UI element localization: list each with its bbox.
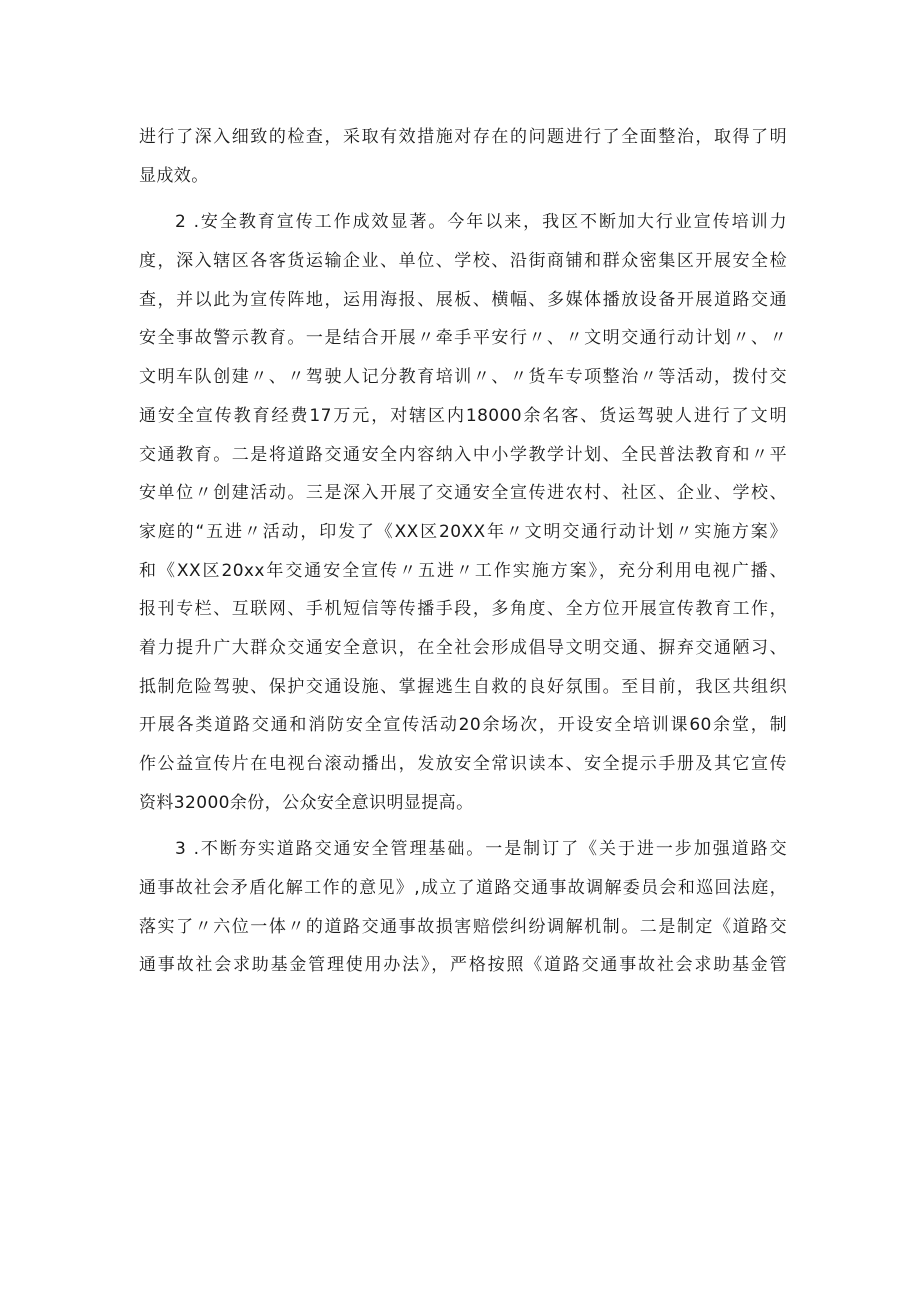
text-line: 交通教育。二是将道路交通安全内容纳入中小学教学计划、全民普法教育和〃平 bbox=[139, 444, 787, 465]
text-line: 着力提升广大群众交通安全意识，在全社会形成倡导文明交通、摒弃交通陋习、 bbox=[139, 637, 787, 658]
paragraph-heading-line: 2 .安全教育宣传工作成效显著。今年以来，我区不断加大行业宣传培训力 bbox=[175, 212, 787, 233]
body-text bbox=[139, 118, 787, 985]
text-line: 资料32000余份，公众安全意识明显提高。 bbox=[139, 792, 474, 813]
text-line: 查，并以此为宣传阵地，运用海报、展板、横幅、多媒体播放设备开展道路交通 bbox=[139, 289, 787, 310]
text-line: 显成效。 bbox=[139, 165, 209, 186]
text-line: 作公益宣传片在电视台滚动播出，发放安全常识读本、安全提示手册及其它宣传 bbox=[139, 754, 787, 774]
text-line: 安全事故警示教育。一是结合开展〃牵手平安行〃、〃文明交通行动计划〃、〃 bbox=[139, 328, 787, 349]
text-line: 文明车队创建〃、〃驾驶人记分教育培训〃、〃货车专项整治〃等活动，拨付交 bbox=[139, 367, 787, 388]
text-line: 通事故社会矛盾化解工作的意见》,成立了道路交通事故调解委员会和巡回法庭， bbox=[139, 878, 787, 899]
text-line: 和《XX区20xx年交通安全宣传〃五进〃工作实施方案》，充分利用电视广播、 bbox=[139, 560, 787, 581]
text-line: 家庭的“五进〃活动，印发了《XX区20XX年〃文明交通行动计划〃实施方案》 bbox=[139, 521, 787, 542]
text-line: 抵制危险驾驶、保护交通设施、掌握逃生自救的良好氛围。至目前，我区共组织 bbox=[139, 676, 787, 697]
text-line: 进行了深入细致的检查，采取有效措施对存在的问题进行了全面整治，取得了明 bbox=[139, 127, 787, 147]
text-line: 落实了〃六位一体〃的道路交通事故损害赔偿纠纷调解机制。二是制定《道路交 bbox=[139, 916, 787, 937]
paragraph-heading-line: 3 .不断夯实道路交通安全管理基础。一是制订了《关于进一步加强道路交 bbox=[175, 839, 787, 860]
text-line: 开展各类道路交通和消防安全宣传活动20余场次，开设安全培训课60余堂，制 bbox=[139, 715, 787, 736]
text-line: 度，深入辖区各客货运输企业、单位、学校、沿街商铺和群众密集区开展安全检 bbox=[139, 251, 787, 272]
text-line: 报刊专栏、互联网、手机短信等传播手段，多角度、全方位开展宣传教育工作， bbox=[139, 599, 787, 620]
text-line: 通事故社会求助基金管理使用办法》，严格按照《道路交通事故社会求助基金管 bbox=[139, 955, 787, 976]
text-line: 通安全宣传教育经费17万元，对辖区内18000余名客、货运驾驶人进行了文明 bbox=[139, 405, 787, 426]
text-line: 安单位〃创建活动。三是深入开展了交通安全宣传进农村、社区、企业、学校、 bbox=[139, 483, 787, 504]
